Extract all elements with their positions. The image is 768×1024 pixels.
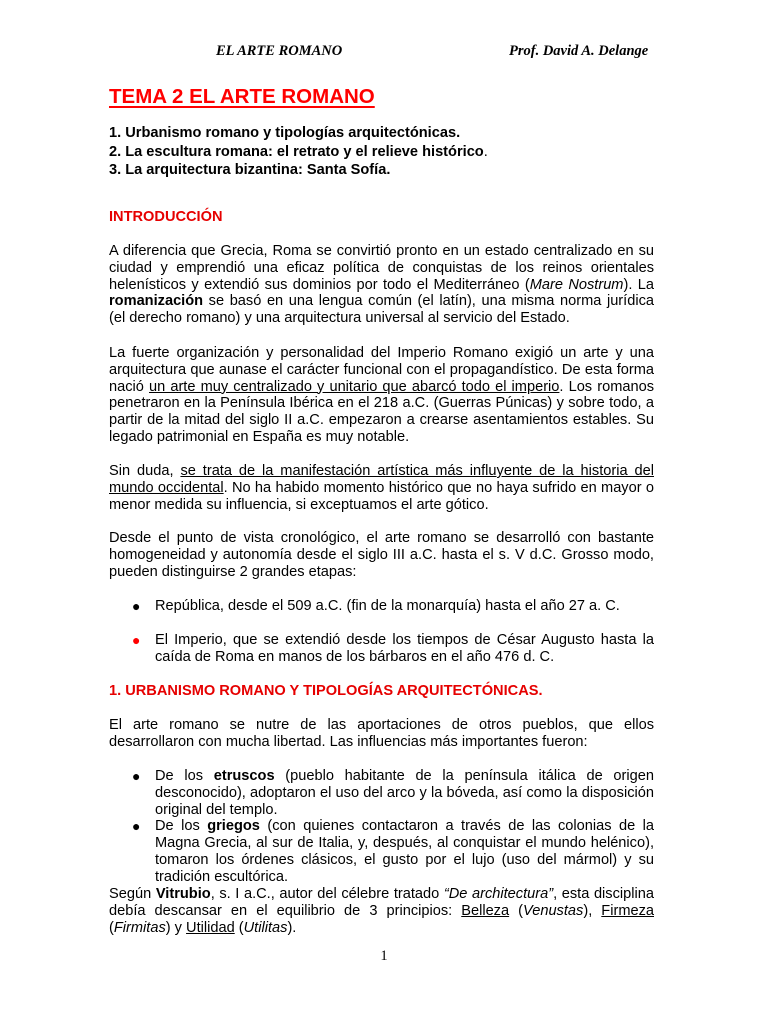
intro-paragraph-2: La fuerte organización y personalidad del Imperio Romano exigió un arte y una arquitectura que aunase el carácter funcional con el propagandístico. De esta forma nació un arte muy centralizado y unitario que abarcó todo el imperio. Los romanos penetraron en la Península Ibérica en el 218 a.C. (Guerras Púnicas) y sobre todo, a partir de la mitad del siglo II a.C. empezaron a crearse asentamientos estables. Su legado patrimonial en España es muy notable. <box>109 345 654 445</box>
list-item: ● El Imperio, que se extendió desde los tiempos de César Augusto hasta la caída de Roma en manos de los bárbaros en el año 476 d. C. <box>132 632 654 665</box>
bullet-icon: ● <box>132 598 141 614</box>
intro-heading: INTRODUCCIÓN <box>109 209 223 225</box>
list-item: ● De los griegos (con quienes contactaron a través de las colonias de la Magna Grecia, al sur de Italia, y, después, al conquistar el mundo helénico), tomaron los órdenes clásicos, el gusto por el lujo (uso del mármol) y su tradición escultórica. <box>132 818 654 885</box>
toc-item: 3. La arquitectura bizantina: Santa Sofía. <box>109 162 391 178</box>
list-item: ● De los etruscos (pueblo habitante de la península itálica de origen desconocido), adoptaron el uso del arco y la bóveda, así como la disposición original del templo. <box>132 768 654 818</box>
table-of-contents <box>109 124 488 180</box>
bullet-icon: ● <box>132 632 141 648</box>
page-number: 1 <box>380 948 388 964</box>
header-left-title: EL ARTE ROMANO <box>216 43 343 59</box>
section-1-paragraph-2: Según Vitrubio, s. I a.C., autor del célebre tratado “De architectura”, esta disciplina debía descansar en el equilibrio de 3 principios: Belleza (Venustas), Firmeza (Firmitas) y Utilidad (Utilitas). <box>109 886 654 936</box>
intro-paragraph-4: Desde el punto de vista cronológico, el arte romano se desarrolló con bastante homogeneidad y autonomía desde el siglo III a.C. hasta el s. V d.C. Grosso modo, pueden distinguirse 2 grandes etapas: <box>109 530 654 580</box>
intro-paragraph-1: A diferencia que Grecia, Roma se convirtió pronto en un estado centralizado en su ciudad y emprendió una eficaz política de conquistas de los reinos orientales helenísticos y extendió sus dominios por todo el Mediterráneo (Mare Nostrum). La romanización se basó en una lengua común (el latín), una misma norma jurídica (el derecho romano) y una arquitectura universal al servicio del Estado. <box>109 243 654 327</box>
list-item: ● República, desde el 509 a.C. (fin de la monarquía) hasta el año 27 a. C. <box>132 598 620 614</box>
section-1-paragraph-1: El arte romano se nutre de las aportaciones de otros pueblos, que ellos desarrollaron con mucha libertad. Las influencias más importantes fueron: <box>109 717 654 750</box>
section-1-heading: 1. URBANISMO ROMANO Y TIPOLOGÍAS ARQUITECTÓNICAS. <box>109 683 543 699</box>
stages-list <box>109 598 654 615</box>
header-right-author: Prof. David A. Delange <box>509 43 649 59</box>
bullet-icon: ● <box>132 768 141 784</box>
bullet-icon: ● <box>132 818 141 835</box>
stages-list-2 <box>109 632 654 666</box>
toc-item: 2. La escultura romana: el retrato y el relieve histórico. <box>109 143 488 160</box>
page-title: TEMA 2 EL ARTE ROMANO <box>109 85 375 108</box>
intro-paragraph-3: Sin duda, se trata de la manifestación artística más influyente de la historia del mundo occidental. No ha habido momento histórico que no haya sufrido en mayor o menor medida su influencia, si exceptuamos el arte gótico. <box>109 463 654 513</box>
influences-list <box>109 768 654 886</box>
toc-item: 1. Urbanismo romano y tipologías arquitectónicas. <box>109 125 461 141</box>
